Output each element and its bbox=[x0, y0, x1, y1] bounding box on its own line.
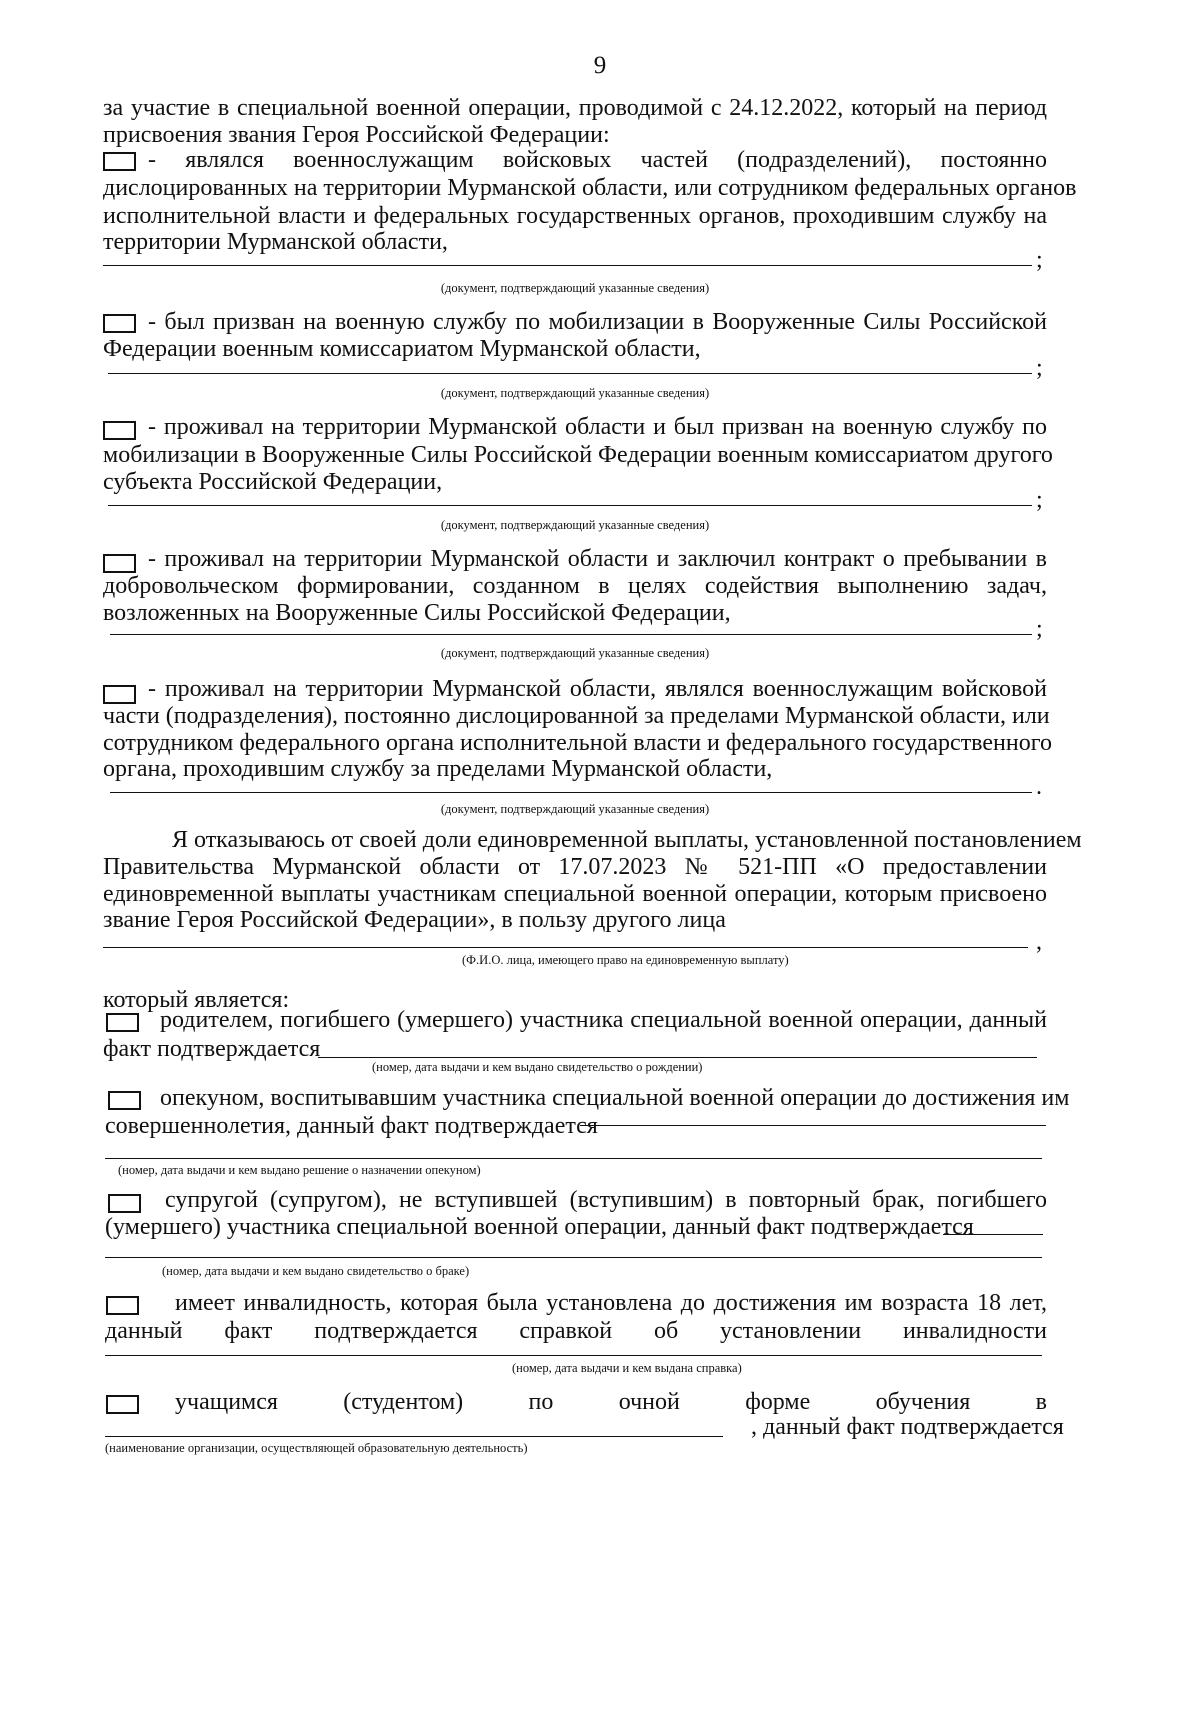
option-5-line-1: - проживал на территории Мурманской области, являлся военнослужащим войсковой bbox=[148, 676, 1047, 702]
guardian-line-2: совершеннолетия, данный факт подтверждается bbox=[105, 1113, 598, 1139]
guardian-caption: (номер, дата выдачи и кем выдано решение о назначении опекуном) bbox=[118, 1163, 481, 1177]
option-1-caption: (документ, подтверждающий указанные сведения) bbox=[440, 281, 710, 295]
option-3-line-2: мобилизации в Вооруженные Силы Российской Федерации военным комиссариатом другого bbox=[103, 442, 1053, 468]
parent-line-2: факт подтверждается bbox=[103, 1036, 321, 1062]
student-organization-line[interactable] bbox=[105, 1436, 723, 1437]
intro-line-1: за участие в специальной военной операции, проводимой с 24.12.2022, который на период bbox=[103, 95, 1047, 121]
checkbox-option-4[interactable] bbox=[103, 554, 136, 573]
spouse-caption: (номер, дата выдачи и кем выдано свидетельство о браке) bbox=[162, 1264, 470, 1278]
checkbox-disability[interactable] bbox=[106, 1296, 139, 1315]
option-2-document-line[interactable] bbox=[108, 373, 1032, 374]
option-1-document-line[interactable] bbox=[103, 265, 1032, 266]
checkbox-guardian[interactable] bbox=[108, 1091, 141, 1110]
option-3-caption: (документ, подтверждающий указанные сведения) bbox=[440, 518, 710, 532]
disability-caption: (номер, дата выдачи и кем выдана справка) bbox=[512, 1361, 742, 1375]
option-2-caption: (документ, подтверждающий указанные сведения) bbox=[440, 386, 710, 400]
option-5-line-4: органа, проходившим службу за пределами Мурманской области, bbox=[103, 756, 773, 782]
page-number: 9 bbox=[593, 52, 607, 79]
option-2-line-2: Федерации военным комиссариатом Мурманской области, bbox=[103, 336, 701, 362]
guardian-proof-line-2[interactable] bbox=[105, 1158, 1042, 1159]
checkbox-student[interactable] bbox=[106, 1395, 139, 1414]
student-caption: (наименование организации, осуществляющей образовательную деятельность) bbox=[105, 1441, 528, 1455]
checkbox-spouse[interactable] bbox=[108, 1194, 141, 1213]
option-1-line-4: территории Мурманской области, bbox=[103, 229, 448, 255]
spouse-line-2: (умершего) участника специальной военной операции, данный факт подтверждается bbox=[105, 1214, 974, 1240]
option-2-semicolon: ; bbox=[1036, 355, 1043, 381]
option-5-period: . bbox=[1036, 774, 1042, 800]
disability-line-1: имеет инвалидность, которая была установлена до достижения им возраста 18 лет, bbox=[175, 1290, 1047, 1316]
who-is-label: который является: bbox=[103, 987, 290, 1013]
option-1-line-3: исполнительной власти и федеральных государственных органов, проходившим службу на bbox=[103, 203, 1047, 229]
option-4-document-line[interactable] bbox=[110, 634, 1032, 635]
intro-line-2: присвоения звания Героя Российской Федерации: bbox=[103, 122, 610, 148]
student-line-2: , данный факт подтверждается bbox=[751, 1414, 1064, 1440]
guardian-line-1: опекуном, воспитывавшим участника специальной военной операции до достижения им bbox=[160, 1085, 1070, 1111]
beneficiary-name-line[interactable] bbox=[103, 947, 1028, 948]
checkbox-option-2[interactable] bbox=[103, 314, 136, 333]
option-4-line-2: добровольческом формировании, созданном в целях содействия выполнению задач, bbox=[103, 573, 1047, 599]
beneficiary-name-caption: (Ф.И.О. лица, имеющего право на единовременную выплату) bbox=[462, 953, 789, 967]
refusal-line-4: звание Героя Российской Федерации», в пользу другого лица bbox=[103, 907, 726, 933]
disability-proof-line[interactable] bbox=[105, 1355, 1042, 1356]
option-3-line-1: - проживал на территории Мурманской области и был призван на военную службу по bbox=[148, 414, 1047, 440]
option-5-document-line[interactable] bbox=[110, 792, 1032, 793]
option-5-line-2: части (подразделения), постоянно дислоцированной за пределами Мурманской области, или bbox=[103, 703, 1050, 729]
option-1-line-1: - являлся военнослужащим войсковых частей (подразделений), постоянно bbox=[148, 147, 1047, 173]
option-4-caption: (документ, подтверждающий указанные сведения) bbox=[440, 646, 710, 660]
option-3-line-3: субъекта Российской Федерации, bbox=[103, 469, 443, 495]
refusal-line-2: Правительства Мурманской области от 17.07.2023 № 521-ПП «О предоставлении bbox=[103, 854, 1047, 880]
option-5-caption: (документ, подтверждающий указанные сведения) bbox=[440, 802, 710, 816]
spouse-proof-line-1[interactable] bbox=[943, 1234, 1043, 1235]
parent-proof-line[interactable] bbox=[318, 1057, 1037, 1058]
guardian-proof-line-1[interactable] bbox=[580, 1125, 1046, 1126]
option-2-line-1: - был призван на военную службу по мобилизации в Вооруженные Силы Российской bbox=[148, 309, 1047, 335]
refusal-line-3: единовременной выплаты участникам специальной военной операции, которым присвоено bbox=[103, 881, 1047, 907]
parent-line-1: родителем, погибшего (умершего) участника специальной военной операции, данный bbox=[160, 1007, 1047, 1033]
checkbox-option-1[interactable] bbox=[103, 152, 136, 171]
disability-line-2: данный факт подтверждается справкой об установлении инвалидности bbox=[105, 1318, 1047, 1344]
option-1-line-2: дислоцированных на территории Мурманской области, или сотрудником федеральных органов bbox=[103, 175, 1077, 201]
student-line-1: учащимся (студентом) по очной форме обучения в bbox=[175, 1389, 1047, 1415]
spouse-proof-line-2[interactable] bbox=[105, 1257, 1042, 1258]
checkbox-parent[interactable] bbox=[106, 1013, 139, 1032]
checkbox-option-3[interactable] bbox=[103, 421, 136, 440]
spouse-line-1: супругой (супругом), не вступившей (вступившим) в повторный брак, погибшего bbox=[165, 1187, 1047, 1213]
refusal-comma: , bbox=[1036, 929, 1042, 955]
option-5-line-3: сотрудником федерального органа исполнительной власти и федерального государственного bbox=[103, 730, 1052, 756]
refusal-line-1: Я отказываюсь от своей доли единовременной выплаты, установленной постановлением bbox=[172, 827, 1082, 853]
option-4-semicolon: ; bbox=[1036, 616, 1043, 642]
option-3-document-line[interactable] bbox=[108, 505, 1032, 506]
parent-caption: (номер, дата выдачи и кем выдано свидетельство о рождении) bbox=[372, 1060, 703, 1074]
option-4-line-3: возложенных на Вооруженные Силы Российской Федерации, bbox=[103, 600, 731, 626]
option-1-semicolon: ; bbox=[1036, 247, 1043, 273]
option-3-semicolon: ; bbox=[1036, 487, 1043, 513]
option-4-line-1: - проживал на территории Мурманской области и заключил контракт о пребывании в bbox=[148, 546, 1047, 572]
